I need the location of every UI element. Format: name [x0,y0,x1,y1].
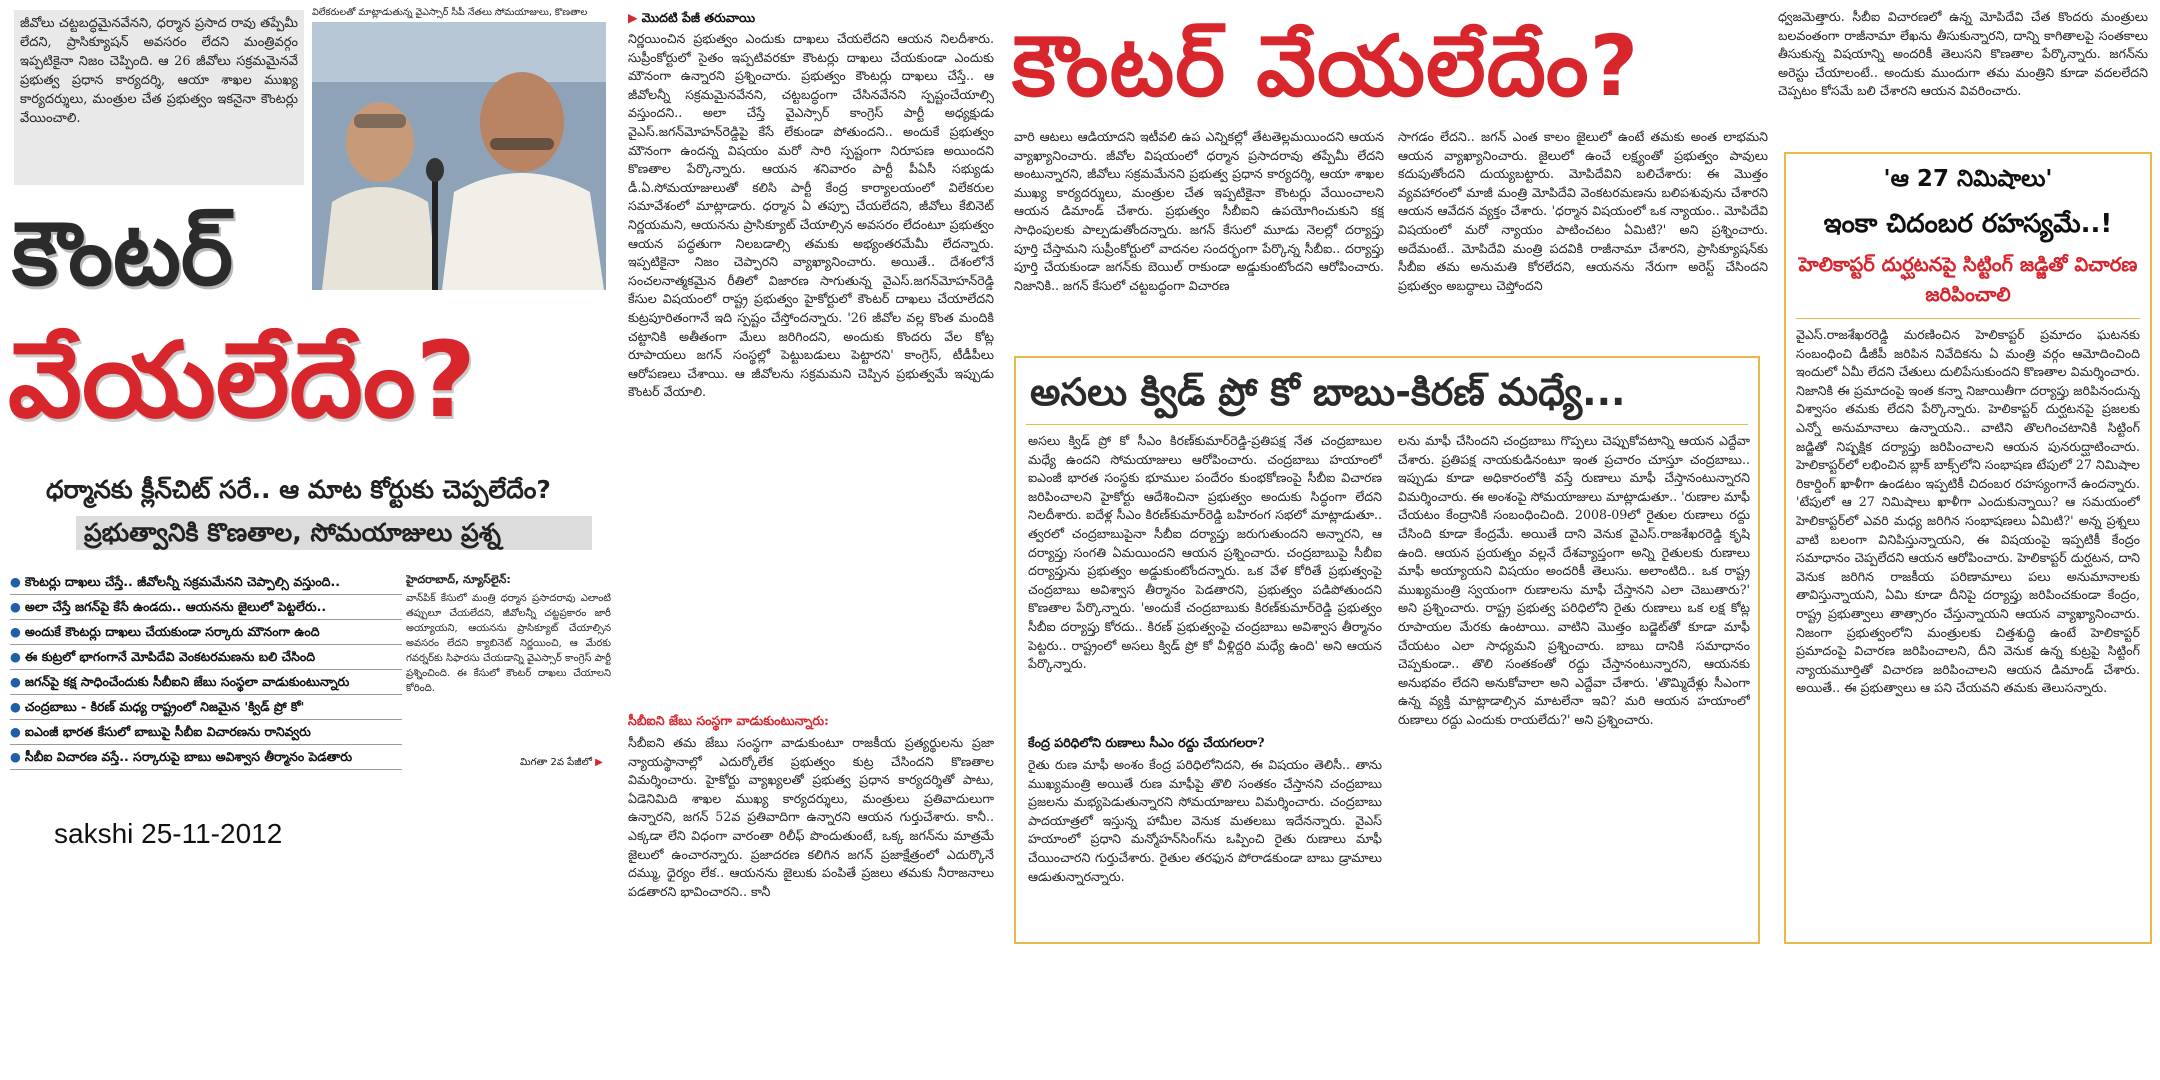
boxed-story-column-a: అసలు క్విడ్ ప్రో కో సీఎం కిరణ్‌కుమార్‌రెడ్డి-ప్రతిపక్ష నేత చంద్రబాబుల మధ్యే ఉందని సోమయాజులు ఆరోపించారు. చంద్రబాబు హయాంలో ఐఎంజీ భారత సంస్థకు భూముల పందేరం కుంభకోణంపై సీబీఐ విచారణ జరిపించాలని హైకోర్టు ఆదేశించినా ప్రభుత్వం అందుకు సిద్ధంగా లేదని నిలదీశారు. ఐదేళ్ల సీఎం కిరణ్‌కుమార్‌రెడ్డి బహిరంగ సభలో మాట్లాడుతూ.. త్వరలో చంద్రబాబుపైనా సీబీఐ దర్యాప్తు జరుగుతుందని అన్నారని, ఆ దర్యాప్తు సంగతి ఏమయిందని ఆయన ప్రశ్నించారు. చంద్రబాబుపై సీబీఐ దర్యాప్తును ప్రభుత్వం అడ్డుకుంటోందన్నారు. ఒక వేళ కోరితే ప్రభుత్వంపై చంద్రబాబు అవిశ్వాస తీర్మానం పెడతారని, ప్రభుత్వం పడిపోతుందని కొణతాల పేర్కొన్నారు. 'అందుకే చంద్రబాబుకు కిరణ్‌కుమార్‌రెడ్డి ప్రభుత్వం సీబీఐ దర్యాప్తు కోరదు.. కిరణ్ ప్రభుత్వంపై చంద్రబాబు అవిశ్వాస తీర్మానం పెట్టరు.. రాష్ట్రంలో అసలు క్విడ్ ప్రో కో వీళ్లిద్దరి మధ్యే ఉంది' అని ఆయన పేర్కొన్నారు. [1028,433,1382,672]
headline-repeat: కౌంటర్ వేయలేదేం? [1012,17,1640,115]
bullet-icon: ● [10,599,21,614]
continue-arrow-icon: ▶ [595,757,603,768]
tag-arrow-icon: ▶ [628,10,638,25]
deck-line-1: ధర్మానకు క్లీన్‌చిట్ సరే.. ఆ మాట కోర్టుకు చెప్పలేదేం? [46,475,551,504]
highlight-text: చంద్రబాబు - కిరణ్ మధ్య రాష్ట్రంలో నిజమైన 'క్విడ్ ప్రో కో' [24,699,305,714]
boxed-story-subheading: కేంద్ర పరిధిలోని రుణాలు సీఎం రద్దు చేయగలరా? [1028,735,1265,750]
boxed-story-column-b: లను మాఫీ చేసిందని చంద్రబాబు గొప్పలు చెప్పుకోవటాన్ని ఆయన ఎద్దేవా చేశారు. ప్రతిపక్ష నాయకుడినంటూ ఇంత ప్రచారం చూస్తూ చంద్రబాబు.. ఇప్పుడు కూడా అధికారంలోకి వస్తే రుణాలు మాఫీ చేస్తానంటున్నారని విమర్శించారు. ఈ అంశంపై సోమయాజులు మాట్లాడుతూ.. 'రుణాల మాఫీ చేయటం కేంద్రానికి సంబంధించింది. 2008-09లో రైతుల రుణాలు రద్దు చేసింది కూడా కేంద్రమే. అయితే దాని వెనుక వైఎస్.రాజశేఖరరెడ్డి కృషి ఉంది. ఆయన ప్రయత్నం వల్లనే దేశవ్యాప్తంగా అన్ని రైతులకు రుణాలు మాఫీ అయ్యాయని విషయం అందరికీ తెలుసు. అలాంటిది.. ఒక రాష్ట్ర ముఖ్యమంత్రి స్వయంగా రుణాలను మాఫీ చేస్తానని ఎలా చెబుతారు?' అని ప్రశ్నించారు. రాష్ట్ర ప్రభుత్వ పరిధిలోని రైతు రుణాలు ఒక లక్ష కోట్ల రూపాయల మేరకు ఉంటాయి. వాటిని మొత్తం బడ్జెట్‌తో కూడా మాఫీ చేయటం ఎలా సాధ్యమని ప్రశ్నించారు. బాబు దానికి సమాధానం చెప్పకుండా.. తొలి సంతకంతో రద్దు చేస్తానంటున్నారని, ఆయనకు అనుభవం లేదని అనుకోవాలా అని ఎద్దేవా చేశారు. 'తొమ్మిదేళ్లు సీఎంగా ఉన్న వ్యక్తి మాట్లాడాల్సిన మాటలేనా ఇవి? మరి ఆయన హయాంలో రుణాలు రద్దు ఎందుకు రాయలేదు?' అని ప్రశ్నించారు. [1398,433,1750,727]
highlight-item [10,570,402,595]
boxed-story-column-a2: రైతు రుణ మాఫీ అంశం కేంద్ర పరిధిలోనిదని, ఈ విషయం తెలిసీ.. తాను ముఖ్యమంత్రి అయితే రుణ మాఫీపై తొలి సంతకం చేస్తానని చంద్రబాబు ప్రజలను మభ్యపెడుతున్నారని సోమయాజులు విమర్శించారు. చంద్రబాబు పాదయాత్రలో ఇస్తున్న హామీల వెనుక మతలబు ఇదేనన్నారు. వైఎస్ హయాంలో ప్రధాని మన్మోహన్‌సింగ్‌ను ఒప్పించి రైతు రుణాలు మాఫీ చేయించారని గుర్తుచేశారు. రైతుల తరఫున పోరాడకుండా బాబు డ్రామాలు ఆడుతున్నారన్నారు. [1028,757,1382,884]
highlight-text: జగన్‌పై కక్ష సాధించేందుకు సీబీఐని జేబు సంస్థలా వాడుకుంటున్నారు [24,674,350,689]
highlight-item [10,745,402,770]
highlight-item [10,595,402,620]
sidebar-story-kicker: 'ఆ 27 నిమిషాలు' [1883,166,2053,192]
article-column-2b: సీబీఐని తమ జేబు సంస్థగా వాడుకుంటూ రాజకీయ ప్రత్యర్థులను ప్రజా న్యాయస్థానాల్లో ఎదుర్కోలేక ప్రభుత్వం కుట్ర చేసిందని కొణతాల విమర్శించారు. హైకోర్టు వ్యాఖ్యలతో ప్రభుత్వ ప్రధాన కార్యదర్శితో పాటు, ఏడెనిమిది శాఖల ముఖ్య కార్యదర్శులు, మంత్రులు ప్రతివాదులుగా ఉన్నారని, జగన్ 52వ ప్రతివాదిగా ఉన్నారని ఆయన గుర్తుచేశారు. కానీ.. ఎక్కడా లేని విధంగా వారంతా రిలీఫ్ పొందుతుంటే, ఒక్క జగన్‌ను మాత్రమే జైలులో ఉంచారన్నారు. ప్రజాదరణ కలిగిన జగన్ ప్రజాక్షేత్రంలో ఎదుర్కొనే దమ్ము, ధైర్యం లేక.. ఆయనను జైలుకు పంపితే ప్రజలు తమకు నీరాజనాలు పడతారని భావించారని.. కానీ [628,735,994,899]
continued-tag [628,10,755,29]
highlight-text: కౌంటర్లు దాఖలు చేస్తే.. జీవోలన్నీ సక్రమమేనని చెప్పాల్సి వస్తుంది.. [24,574,340,589]
boxed-story-headline: అసలు క్విడ్ ప్రో కో బాబు-కిరణ్ మధ్యే... [1030,370,1626,414]
bullet-icon: ● [10,699,21,714]
highlight-text: ఐఎంజీ భారత కేసులో బాబుపై సీబీఐ విచారణను రానివ్వరు [24,724,311,739]
subheading-cbi: సీబీఐని జేబు సంస్థగా వాడుకుంటున్నారు: [628,713,829,728]
lead-paragraph [406,572,611,762]
article-column-3a: వారి ఆటలు ఆడియాదని ఇటీవలి ఉప ఎన్నికల్లో తేటతెల్లమయిందని ఆయన వ్యాఖ్యానించారు. జీవోల విషయంలో ధర్మాన ప్రసాదరావు తప్పేమీ లేదని అంటున్నారని, జీవోలు సక్రమమేనని ప్రభుత్వ ప్రధాన కార్యదర్శి, ఆయా శాఖల ముఖ్య కార్యదర్శులు, మంత్రుల చేత ఇప్పటికైనా కౌంటర్లు వేయించాలని ఆయన డిమాండ్ చేశారు. ప్రభుత్వం సీబీఐని ఉపయోగించుకుని కక్ష సాధింపులకు పాల్పడుతోందన్నారు. జగన్ కేసులో మూడు నెలల్లో దర్యాప్తు పూర్తి చేస్తామని సుప్రీంకోర్టులో వాదనల సందర్భంగా పేర్కొన్న సీబీఐ.. దర్యాప్తు పూర్తి చేయకుండా జగన్‌కు బెయిల్ రాకుండా అడ్డుకుంటోందని ఆరోపించారు. నిజానికి.. జగన్ కేసులో చట్టబద్ధంగా విచారణ [1014,129,1384,293]
highlight-text: అలా చేస్తే జగన్‌పై కేసే ఉండదు.. ఆయనను జైలులో పెట్టలేరు.. [24,599,327,614]
bullet-icon: ● [10,724,21,739]
intro-summary [14,10,304,185]
highlights-list [10,570,402,770]
bullet-icon: ● [10,574,21,589]
deck-line-2: ప్రభుత్వానికి కొణతాల, సోమయాజులు ప్రశ్న [76,516,592,550]
bullet-icon: ● [10,624,21,639]
headline-line-2: వేయలేదేం? [8,319,476,441]
highlight-item [10,645,402,670]
bullet-icon: ● [10,674,21,689]
article-column-5a: ధ్వజమెత్తారు. సీబీఐ విచారణలో ఉన్న మోపిదేవి చేత కొందరు మంత్రులు బలవంతంగా రాజీనామా లేఖను తీసుకున్నారని, దాన్ని కాగితాలపై సంతకాలు తీసుకున్న విషయాన్ని అందరికీ తెలుసని కొణతాల పేర్కొన్నారు. జగన్‌ను అరెస్టు చేయాలంటే.. అందుకు ముందుగా తమ మంత్రిని కూడా వదలలేదని చెప్పటం కోసమే బలి చేశారని ఆయన వివరించారు. [1778,9,2148,99]
continuation-note [520,756,603,770]
highlight-item [10,670,402,695]
photo-caption: విలేకరులతో మాట్లాడుతున్న వైఎస్సార్ సీపీ నేతలు సోమయాజులు, కొణతాల [312,7,588,18]
continued-tag-text: మొదటి పేజీ తరువాయి [641,10,756,25]
highlight-item [10,620,402,645]
bullet-icon: ● [10,649,21,664]
highlight-text: సీబీఐ విచారణ వస్తే.. సర్కారుపై బాబు అవిశ్వాస తీర్మానం పెడతారు [24,749,353,764]
sidebar-story-deck: హెలికాప్టర్ దుర్ఘటనపై సిట్టింగ్ జడ్జితో విచారణ జరిపించాలి [1798,253,2138,306]
article-column-4a: సాగడం లేదని.. జగన్ ఎంత కాలం జైలులో ఉంటే తమకు అంత లాభమని ఆయన వ్యాఖ్యానించారు. జైలులో ఉంచే లక్ష్యంతో ప్రభుత్వం పావులు కదుపుతోందని దుయ్యబట్టారు. మోపిదేవిని బలిచేశారు: ఈ మొత్తం వ్యవహారంలో మాజీ మంత్రి మోపిదేవి వెంకటరమణను బలిపశువును చేశారని ఆయన ఆవేదన వ్యక్తం చేశారు. 'ధర్మాన విషయంలో ఒక న్యాయం.. మోపిదేవి విషయంలో మరో న్యాయం పాటించటం ఏమిటి?' అని ప్రశ్నించారు. అదేమంటే.. మోపిదేవి మంత్రి పదవికి రాజీనామా చేశారని, ప్రాసిక్యూషన్‌కు సీబీఐ తమ అనుమతి కోరలేదని, ఆయనను నేరుగా అరెస్ట్ చేసిందని ప్రభుత్వం అబద్ధాలు చెప్తోందని [1398,129,1768,293]
continuation-text: మిగతా 2వ పేజీలో [520,757,592,768]
highlight-text: ఈ కుట్రలో భాగంగానే మోపిదేవి వెంకటరమణను బలి చేసింది [24,649,316,664]
highlight-text: అందుకే కౌంటర్లు దాఖలు చేయకుండా సర్కారు మౌనంగా ఉంది [24,624,320,639]
headline-line-1: కౌంటర్ [12,202,234,305]
dateline: హైదరాబాద్, న్యూస్‌లైన్: [406,573,511,586]
boxed-story-divider [1026,424,1748,425]
clipping-signature: sakshi 25-11-2012 [54,818,283,849]
sidebar-story-body: వైఎస్.రాజశేఖరరెడ్డి మరణించిన హెలికాప్టర్ ప్రమాదం ఘటనకు సంబంధించి డీజీపీ జరిపిన నివేదికను ఏ మంత్రి వర్గం ఆమోదించింది ఇందులో ఏమీ లేదని చేతులు దులిపేసుకుందని కొణతాల విమర్శించారు. నిజానికి ఈ ప్రమాదంపై ఇంత కన్నా నిజాయితీగా దర్యాప్తు జరిపినందున్న విశ్వాసం తమకు లేదని పేర్కొన్నారు. హెలికాప్టర్ దుర్ఘటనపై ప్రజలకు ఎన్నో అనుమానాలు ఉన్నాయని.. వాటిని తొలగించటానికి సిట్టింగ్ జడ్జితో నిష్పక్షిక దర్యాప్తు జరిపించాలని ఆయన పునరుద్ఘాటించారు. హెలికాప్టర్‌లో లభించిన బ్లాక్ బాక్స్‌లోని సంభాషణ టేపులో 27 నిమిషాల రికార్డింగ్ ఖాళీగా ఉండటం ఇప్పటికీ చిదంబర రహస్యంగానే ఉందన్నారు. 'టేపులో ఆ 27 నిమిషాలు ఖాళీగా ఎందుకున్నాయి? ఆ సమయంలో హెలికాప్టర్‌లో ఎవరి మధ్య జరిగిన సంభాషణలు ఏమిటి?' అన్న ప్రశ్నలు వాటి బలంగా వినిపిస్తున్నాయని, ఈ విషయంపై ఇప్పటికీ కేంద్రం సమాధానం చెప్పలేదని ఆయన ఆరోపించారు. హెలికాప్టర్ దుర్ఘటన, దాని వెనుక జరిగిన రాజకీయ పరిణామాలు పలు అనుమానాలకు తావిస్తున్నాయని, ఏమి కూడా దీనిపై దర్యాప్తు జరిపించకుండా కేంద్రం, రాష్ట్ర ప్రభుత్వాలు తాత్సారం చేస్తున్నాయని ఆయన వ్యాఖ్యానించారు. నిజంగా ప్రభుత్వంలోని మంత్రులకు చిత్తశుద్ధి ఉంటే హెలికాప్టర్ ప్రమాదంపై విచారణ జరిపించాలని, దీని వెనుక ఉన్న కుట్రపై సిట్టింగ్ న్యాయమూర్తితో విచారణ జరిపించాలని ఆయన డిమాండ్ చేశారు. అయితే.. ఈ ప్రభుత్వాలు ఆ పని చేయవని తమకు తెలుసన్నారు. [1796,327,2140,696]
highlight-item [10,695,402,720]
lead-text: వాన్‌పిక్ కేసులో మంత్రి ధర్మాన ప్రసాదరావు ఎలాంటి తప్పులూ చేయలేదని, జీవోలన్నీ చట్టప్రకారం జారీ అయ్యాయని, ఆయనను ప్రాసిక్యూట్ చేయాల్సిన అవసరం లేదని క్యాబినెట్ నిర్ణయించి, ఆ మేరకు గవర్నర్‌కు సిఫారసు చేయడాన్ని వైఎస్సార్ కాంగ్రెస్ పార్టీ ప్రశ్నించింది. ఈ కేసులో కౌంటర్ దాఖలు చేయాలని కోరింది. [406,593,611,694]
intro-text: జీవోలు చట్టబద్ధమైనవేనని, ధర్మాన ప్రసాద రావు తప్పేమీ లేదని, ప్రాసిక్యూషన్ అవసరం లేదని మంత్రివర్గం ఇప్పటికైనా నిజం చెప్పింది. ఆ 26 జీవోలు సక్రమమైనవే ప్రభుత్వ ప్రధాన కార్యదర్శి, ఆయా శాఖల ముఖ్య కార్యదర్శులు, మంత్రుల చేత ప్రభుత్వం ఇకనైనా కౌంటర్లు వేయించాలి. [20,16,298,126]
sidebar-story-divider [1796,318,2140,319]
article-column-2a: నిర్ణయించిన ప్రభుత్వం ఎందుకు దాఖలు చేయలేదని ఆయన నిలదీశారు. సుప్రీంకోర్టులో సైతం ఇప్పటివరకూ కౌంటర్లు దాఖలు చేయకుండా ఎందుకు మౌనంగా ఉన్నారని ప్రశ్నించారు. ప్రభుత్వం కౌంటర్లు దాఖలు చేస్తే.. ఆ జీవోలన్నీ సక్రమమైనవేనని, చట్టబద్ధంగా చేసినవేనని స్పష్టంచేయాల్సి వస్తుందని.. అలా చేస్తే వైఎస్సార్ కాంగ్రెస్ పార్టీ అధ్యక్షుడు వైఎస్.జగన్‌మోహన్‌రెడ్డిపై కేసే లేకుండా పోతుందని.. అందుకే ప్రభుత్వం మౌనంగా ఉందన్న విషయం మరో సారి స్పష్టంగా నిరూపణ అయిందని కొణతాల పేర్కొన్నారు. ఆయన శనివారం పార్టీ పీఏసీ సభ్యుడు డీ.ఏ.సోమయాజులుతో కలిసి పార్టీ కేంద్ర కార్యాలయంలో విలేకరుల సమావేశంలో మాట్లాడారు. ధర్మాన ఏ తప్పూ చేయలేదని, జీవోలు కేబినెట్ నిర్ణయమని, ఆయనను ప్రాసిక్యూట్ చేయాల్సిన అవసరం లేదంటూ ప్రభుత్వం ఆయన పద్ధతుగా నిలబడాల్సి తమకు అభ్యంతరమేమీ లేదన్నారు. ఇప్పటికైనా నిజం చెప్పారని వ్యాఖ్యానించారు. అయితే.. దేశంలోనే సంచలనాత్మకమైన రీతిలో విజారణ సాగుతున్న వైఎస్.జగన్‌మోహన్‌రెడ్డి కేసుల విషయంలో రాష్ట్ర ప్రభుత్వం హైకోర్టులో కౌంటర్ దాఖలు చేయాలేదని కుట్రపూరితంగానే ఇది స్పష్టం చేస్తోందన్నారు. '26 జీవోల వల్ల కొంత మందికి చట్టానికి అతీతంగా మేలు జరిగిందని, అందుకు కొందరు వేల కోట్ల రూపాయలు జగన్ సంస్థల్లో పెట్టుబడులు పెట్టారని' కాంగ్రెస్, టీడీపీలు ఆరోపణలు చేశాయి. ఆ జీవోలను సక్రమమని చెప్పిన ప్రభుత్వమే ఇప్పుడు కౌంటర్ వేయాలి. [628,31,994,400]
highlight-item [10,720,402,745]
sidebar-story-headline: ఇంకా చిదంబర రహస్యమే..! [1823,209,2113,239]
bullet-icon: ● [10,749,21,764]
